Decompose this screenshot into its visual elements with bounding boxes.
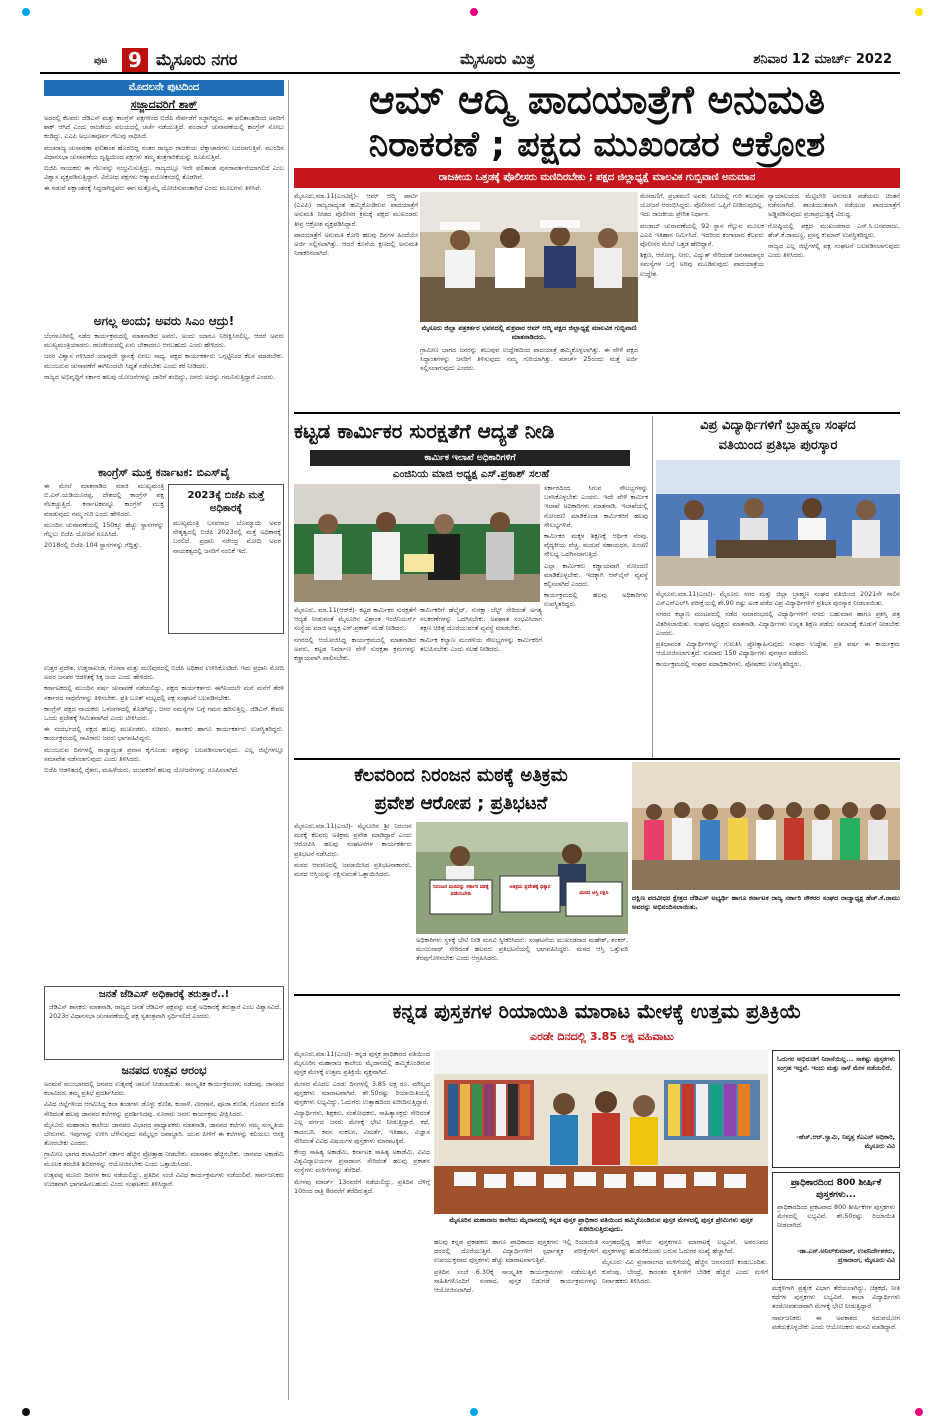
felicitation-photo [632,762,900,890]
lead-body-col2: ಮೇವಾಣಿಗೆ, ಪ್ರಭಾಮಣಿ ಅವರು ಸಿಟಿಯಲ್ಲಿ ಗುರಿ ತಲುಪುವ ಯೋಜನೆ ಆರಂಭಿಸಿದ್ದರು. ಪೊಲೀಸರು ಒಪ್ಪಿಗೆ ನೀಡಿರುವುದಿಲ್ಲ. ಇದು ರಾಜಕೀಯ ಪ್ರೇರಿತ ನಿರ್ಧಾರ. ಪಂಜಾಬ್ ಚುನಾವಣೆಯಲ್ಲಿ 92 ಸ್ಥಾನ ಗೆಲ್ಲುವ ಮೂಲಕ ಎಎಪಿ ಇತಿಹಾಸ ನಿರ್ಮಿಸಿದೆ. ಇದರಿಂದ ಕಂಗಾಲಾದ ಕೆಲವರು ಪೊಲೀಸರ ಮೇಲೆ ಒತ್ತಡ ಹೇರಿದ್ದಾರೆ. ಶಿಕ್ಷಣ, ಆರೋಗ್ಯ, ನೀರು, ವಿದ್ಯುತ್ ಸೇರಿದಂತೆ ಜನಸಾಮಾನ್ಯರ ಸಮಸ್ಯೆಗಳ ಬಗ್ಗೆ ಅರಿವು ಮೂಡಿಸುವುದು ಪಾದಯಾತ್ರೆಯ ಉದ್ದೇಶ. [640,192,764,278]
page-number: 9 [122,48,148,72]
registration-mark-black [22,1408,30,1416]
books-quote-text: ಓದುಗರ ಅಭಿರುಚಿಗೆ ನಿರಾಸೆಯಿಲ್ಲ... ಸಾಕಷ್ಟು ಪುಸ್ತಕಗಳು ಸಂಗ್ರಹ ಇದ್ದವೆ. ಇಂದು ಮತ್ತು ನಾಳೆ ಮೇಳ ನಡೆಯಲಿದೆ. [777,1055,895,1073]
lead-subhead: ರಾಜಕೀಯ ಒತ್ತಡಕ್ಕೆ ಪೊಲೀಸರು ಮಣಿದಿರಬೇಕು ; ಪಕ್ಷದ ಜಿಲ್ಲಾಧ್ಯಕ್ಷೆ ಮಾಲವಿಕ ಗುಬ್ಬಿವಾಣಿ ಅನುಮಾನ [294,168,900,188]
page-label: ಪುಟ [94,56,108,66]
books-body-col2: ಹಲವು ಕನ್ನಡ ಪ್ರಕಾಶಕರು ಹಾಗೂ ಪ್ರಾಧಿಕಾರದ ಪುಸ್ತಕಗಳು ಇಲ್ಲಿ ರಿಯಾಯಿತಿ ದರದಲ್ಲಿ ದೊರೆಯುತ್ತಿವೆ. ವಿದ್ಯಾರ್ಥಿಗಳಿಗೆ ಸ್ಪರ್ಧಾತ್ಮಕ ಪರೀಕ್ಷೆಗಳಿಗೆ ಉಪಯುಕ್ತವಾದ ಪುಸ್ತಕಗಳು ಹೆಚ್ಚು ಮಾರಾಟವಾಗುತ್ತಿವೆ. ಪ್ರತಿದಿನ ಸಂಜೆ 6.30ಕ್ಕೆ ಸಾಂಸ್ಕೃತಿಕ ಕಾರ್ಯಕ್ರಮಗಳು ನಡೆಯುತ್ತಿವೆ. ಸಾಹಿತಿಗಳೊಂದಿಗೆ ಸಂವಾದ, ಪುಸ್ತಕ ಬಿಡುಗಡೆ ಕಾರ್ಯಕ್ರಮಗಳನ್ನು ಆಯೋಜಿಸಲಾಗಿದೆ. [434,1238,598,1295]
highlight-box-body: ಮುಖ್ಯಮಂತ್ರಿ ಬಸವರಾಜ ಬೊಮ್ಮಾಯಿ ಅವರ ನೇತೃತ್ವದಲ್ಲಿ ಬಿಜೆಪಿ 2023ರಲ್ಲಿ ಮತ್ತೆ ಅಧಿಕಾರಕ್ಕೆ ಬರಲಿದೆ. ಪ್ರಧಾನಿ ನರೇಂದ್ರ ಮೋದಿ ಅವರ ನಾಯಕತ್ವದಲ್ಲಿ ಜನರಿಗೆ ನಂಬಿಕೆ ಇದೆ. [173,519,281,555]
placard-1: ನಿರಂಜನ ಮಠವನ್ನು ಸರ್ಕಾರ ವಶಕ್ಕೆ ಪಡೆಯಬೇಕು [433,884,489,897]
mutt-body-col2: ಅಧಿಕಾರಿಗಳು ಸ್ಥಳಕ್ಕೆ ಭೇಟಿ ನೀಡಿ ಮನವಿ ಸ್ವೀಕರಿಸಿದರು. ಸಂಘಟನೆಯ ಮುಖಂಡರಾದ ಮಹೇಶ್, ಶಂಕರ್, ಮಂಜುನಾಥ್ ಸೇರಿದಂತೆ ಹಲವರು ಪ್ರತಿಭಟನೆಯಲ್ಲಿ ಭಾಗವಹಿಸಿದ್ದರು. ಮಠದ ಆಸ್ತಿ ಒತ್ತುವರಿ ತೆರವುಗೊಳಿಸಬೇಕು ಎಂದು ಆಗ್ರಹಿಸಿದರು. [416,936,628,963]
section-rule-1 [294,412,900,414]
registration-mark-magenta [470,8,478,16]
workers-body-col3: ಸರ್ಕಾರದಿಂದ ಸಿಗುವ ಸೌಲಭ್ಯಗಳನ್ನು ಬಳಸಿಕೊಳ್ಳಬೇಕು ಎಂದರು. ಇದೇ ವೇಳೆ ಕಾರ್ಮಿಕ ಇಲಾಖೆ ಅಧಿಕಾರಿಗಳು ಮಾತನಾಡಿ, ಇಲಾಖೆಯಲ್ಲಿ ನೋಂದಣಿ ಮಾಡಿಕೊಂಡ ಕಾರ್ಮಿಕರಿಗೆ ಹಲವು ಸೌಲಭ್ಯಗಳಿವೆ. ಕಾರ್ಮಿಕರ ಮಕ್ಕಳ ಶಿಕ್ಷಣಕ್ಕೆ ಆರ್ಥಿಕ ನೆರವು, ವೈದ್ಯಕೀಯ ವೆಚ್ಚ, ಮದುವೆ ಸಹಾಯಧನ, ಪಿಂಚಣಿ ಸೌಲಭ್ಯ ಒದಗಿಸಲಾಗುತ್ತಿದೆ. ಎಲ್ಲಾ ಕಾರ್ಮಿಕರು ಕಡ್ಡಾಯವಾಗಿ ನೋಂದಣಿ ಮಾಡಿಕೊಳ್ಳಬೇಕು. ಇದಕ್ಕಾಗಿ ಆನ್‌ಲೈನ್ ವ್ಯವಸ್ಥೆ ಕಲ್ಪಿಸಲಾಗಿದೆ ಎಂದರು. ಕಾರ್ಯಕ್ರಮದಲ್ಲಿ ಹಲವು ಅಧಿಕಾರಿಗಳು ಉಪಸ್ಥಿತರಿದ್ದರು. [544,484,648,609]
placard-2: ಅತಿಕ್ರಮ ಪ್ರವೇಶಕ್ಕೆ ಧಿಕ್ಕಾರ [509,884,551,890]
registration-mark-yellow [915,8,923,16]
brahmin-body: ಮೈಸೂರು,ಮಾ.11(ಎಂಟಿ)- ಮೈಸೂರು ನಗರ ಮತ್ತು ಜಿಲ್ಲಾ ಬ್ರಾಹ್ಮಣ ಸಂಘದ ವತಿಯಿಂದ 2021ನೇ ಸಾಲಿನ ಎಸ್‌ಎಸ್‌ಎಲ್‌ಸಿ ಪರೀಕ್ಷೆಯಲ್ಲಿ ಶೇ.90 ರಷ್ಟು ಅಂಕ ಪಡೆದ ವಿಪ್ರ ವಿದ್ಯಾರ್ಥಿಗಳಿಗೆ ಪ್ರತಿಭಾ ಪುರಸ್ಕಾರ ನೀಡಲಾಯಿತು. ನಗರದ ಕಲ್ಯಾಣ ಮಂಟಪದಲ್ಲಿ ನಡೆದ ಸಮಾರಂಭದಲ್ಲಿ ವಿದ್ಯಾರ್ಥಿಗಳಿಗೆ ನಗದು ಬಹುಮಾನ ಹಾಗೂ ಪ್ರಶಸ್ತಿ ಪತ್ರ ವಿತರಿಸಲಾಯಿತು. ಸಂಘದ ಅಧ್ಯಕ್ಷರು ಮಾತನಾಡಿ, ವಿದ್ಯಾರ್ಥಿಗಳು ಉನ್ನತ ಶಿಕ್ಷಣ ಪಡೆದು ಸಮಾಜಕ್ಕೆ ಕೊಡುಗೆ ನೀಡಬೇಕು ಎಂದರು. ಪ್ರತಿಭಾವಂತ ವಿದ್ಯಾರ್ಥಿಗಳನ್ನು ಗುರುತಿಸಿ ಪ್ರೋತ್ಸಾಹಿಸುವುದು ಸಂಘದ ಉದ್ದೇಶ. ಪ್ರತಿ ವರ್ಷ ಈ ಕಾರ್ಯಕ್ರಮ ಆಯೋಜಿಸಲಾಗುತ್ತದೆ. ಸುಮಾರು 150 ವಿದ್ಯಾರ್ಥಿಗಳು ಪುರಸ್ಕಾರ ಪಡೆದರು. ಕಾರ್ಯಕ್ರಮದಲ್ಲಿ ಸಂಘದ ಪದಾಧಿಕಾರಿಗಳು, ಪೋಷಕರು ಉಪಸ್ಥಿತರಿದ್ದರು. [656,590,900,669]
mutt-headline-line2: ಪ್ರವೇಶ ಆರೋಪ ; ಪ್ರತಿಭಟನೆ [374,793,548,814]
paper-name: ಮೈಸೂರು ಮಿತ್ರ [460,50,535,68]
story3-headline: ಕಾಂಗ್ರೆಸ್ ಮುಕ್ತ ಕರ್ನಾಟಕ: ಬಿಎಸ್‌ವೈ [98,466,230,479]
section-rule-2 [294,758,900,760]
highlight-box-headline: 2023ಕ್ಕೆ ಬಿಜೆಪಿ ಮತ್ತೆ ಅಧಿಕಾರಕ್ಕೆ [187,490,265,514]
workers-headline: ಕಟ್ಟಡ ಕಾರ್ಮಿಕರ ಸುರಕ್ಷತೆಗೆ ಆದ್ಯತೆ ನೀಡಿ [294,419,555,443]
felicitation-caption: ದಕ್ಷಿಣ ಪದವೀಧರ ಕ್ಷೇತ್ರದ ಜೆಡಿಎಸ್ ಅಭ್ಯರ್ಥಿ ಹಾಗೂ ಕರ್ನಾಟಕ ರಾಜ್ಯ ಸರ್ಕಾರಿ ನೌಕರರ ಸಂಘದ ರಾಜ್ಯಾಧ್ಯಕ್ಷ ಹೆಚ್.ಕೆ.ರಾಮು ಅವರನ್ನು ಅಭಿನಂದಿಸಲಾಯಿತು. [632,894,900,911]
story5-headline: ಜನಪದ ಉತ್ಸವ ಆರಂಭ [121,1064,207,1077]
registration-mark-cyan [22,8,30,16]
brahmin-photo [656,460,900,586]
workers-subhead: ಎಂಜಿನಿಯ ಮಾಜಿ ಅಧ್ಯಕ್ಷ ಎಸ್.ಪ್ರಕಾಶ್ ಸಲಹೆ [392,468,550,480]
mutt-photo [416,822,628,934]
mutt-headline-line1: ಕೆಲವರಿಂದ ನಿರಂಜನ ಮಠಕ್ಕೆ ಅತಿಕ್ರಮ [354,765,568,786]
mutt-dateline: ಮೈಸೂರು,ಮಾ.11(ಎಂಟಿ)- ಮೈಸೂರಿನ ಶ್ರೀ ನಿರಂಜನ ಮಠಕ್ಕೆ ಕೆಲವರು ಅತಿಕ್ರಮ ಪ್ರವೇಶ ಮಾಡಿದ್ದಾರೆ ಎಂದು ಆರೋಪಿಸಿ ಹಲವು ಸಂಘಟನೆಗಳ ಕಾರ್ಯಕರ್ತರು ಪ್ರತಿಭಟನೆ ನಡೆಸಿದರು. [294,822,412,858]
books-body-col3: ಸಂಗ್ರಹದಲ್ಲಿದ್ದ ಹಳೆಯ ಪುಸ್ತಕಗಳೂ ಮಾರಾಟಕ್ಕೆ ಲಭ್ಯವಿವೆ. ಅಪರೂಪದ ಪುಸ್ತಕಗಳನ್ನು ಹುಡುಕಿಕೊಂಡು ಬರುವ ಓದುಗರ ಸಂಖ್ಯೆ ಹೆಚ್ಚಾಗಿದೆ. ಮೈಸೂರು ವಿವಿ ಪ್ರಸಾರಾಂಗದ ಮಳಿಗೆಯಲ್ಲಿ ಹೆಚ್ಚಿನ ಜನಸಂದಣಿ ಕಂಡುಬಂದಿತು. ಕುವೆಂಪು, ಬೇಂದ್ರೆ, ಕಾರಂತರ ಕೃತಿಗಳಿಗೆ ಬೇಡಿಕೆ ಹೆಚ್ಚಿದೆ ಎಂದು ಮಳಿಗೆ ನಿರ್ವಾಹಕರು ತಿಳಿಸಿದರು. [602,1238,768,1285]
placard-3: ಮಠದ ಆಸ್ತಿ ರಕ್ಷಿಸಿ [579,890,609,896]
lead-dateline: ಮೈಸೂರು,ಮಾ.11(ಎಂಟಿವೈ)- ಆಮ್ ಆದ್ಮಿ ಪಾರ್ಟಿ (ಎಎಪಿ) ರಾಜ್ಯದಾದ್ಯಂತ ಹಮ್ಮಿಕೊಂಡಿರುವ ಪಾದಯಾತ್ರೆಗೆ ಅನುಮತಿ ನೀಡದ ಪೊಲೀಸರ ಕ್ರಮಕ್ಕೆ ಪಕ್ಷದ ಮುಖಂಡರು ತೀವ್ರ ಆಕ್ರೋಶ ವ್ಯಕ್ತಪಡಿಸಿದ್ದಾರೆ. [294,192,418,228]
lead-body-col3: ನ್ಯಾಯಾಲಯದ ಮೆಟ್ಟಿಲೇರಿ ಅನುಮತಿ ಪಡೆಯಲು ಚಿಂತನೆ ನಡೆಸಲಾಗಿದೆ. ಶಾಂತಿಯುತವಾಗಿ ನಡೆಯುವ ಪಾದಯಾತ್ರೆಗೆ ಅಡ್ಡಿಪಡಿಸುವುದು ಪ್ರಜಾಪ್ರಭುತ್ವಕ್ಕೆ ವಿರುದ್ಧ. ಗೋಷ್ಠಿಯಲ್ಲಿ ಪಕ್ಷದ ಮುಖಂಡರಾದ ಎಸ್.ಸಿ.ಬಸವರಾಜು, ಹೆಚ್.ಕೆ.ರಾಮಣ್ಣ, ಪ್ರಸನ್ನ ಕುಮಾರ್ ಉಪಸ್ಥಿತರಿದ್ದರು. ರಾಜ್ಯದ ಎಲ್ಲ ಜಿಲ್ಲೆಗಳಲ್ಲಿ ಪಕ್ಷ ಸಂಘಟನೆ ಬಲಪಡಿಸಲಾಗುವುದು ಎಂದು ತಿಳಿಸಿದರು. [768,192,900,260]
books-side-box [772,1172,900,1280]
story2-body: ಬೆಂಗಳೂರಿನಲ್ಲಿ ನಡೆದ ಕಾರ್ಯಕ್ರಮದಲ್ಲಿ ಮಾತನಾಡಿದ ಅವರು, ಅಂದು ಯಾರೂ ನಿರೀಕ್ಷಿಸಿರಲಿಲ್ಲ, ಆದರೆ ಅವರು ಮುಖ್ಯಮಂತ್ರಿಯಾದರು. ರಾಜಕೀಯದಲ್ಲಿ ಏನು ಬೇಕಾದರೂ ಆಗಬಹುದು ಎಂದು ಹೇಳಿದರು. ಜನರ ವಿಶ್ವಾಸ ಗಳಿಸಿದರೆ ಯಾವುದೇ ಸ್ಥಾನಕ್ಕೆ ಏರಲು ಸಾಧ್ಯ. ಪಕ್ಷದ ಕಾರ್ಯಕರ್ತರು ಒಗ್ಗಟ್ಟಿನಿಂದ ಕೆಲಸ ಮಾಡಬೇಕು. ಮುಂಬರುವ ಚುನಾವಣೆಗೆ ಈಗಿನಿಂದಲೇ ಸಿದ್ಧತೆ ನಡೆಸಬೇಕು ಎಂದು ಕರೆ ನೀಡಿದರು. ರಾಜ್ಯದ ಅಭಿವೃದ್ಧಿಗೆ ಸರ್ಕಾರ ಹಲವು ಯೋಜನೆಗಳನ್ನು ಜಾರಿಗೆ ತಂದಿದ್ದು, ಜನರು ಅದನ್ನು ಗಮನಿಸುತ್ತಿದ್ದಾರೆ ಎಂದರು. [44,332,284,381]
masthead [40,48,900,74]
story1-body: ಅದರಲ್ಲಿ ಕೆಲವರು ಜೆಡಿಎಸ್ ಮತ್ತು ಕಾಂಗ್ರೆಸ್ ಪಕ್ಷಗಳಿಂದ ಬಿಜೆಪಿ ಸೇರ್ಪಡೆಗೆ ಸಜ್ಜಾಗಿದ್ದರು. ಈ ಫಲಿತಾಂಶದಿಂದ ಅವರಿಗೆ ಶಾಕ್ ಆಗಿದೆ ಎಂದು ರಾಜಕೀಯ ವಲಯದಲ್ಲಿ ಚರ್ಚೆ ನಡೆಯುತ್ತಿದೆ. ಪಂಜಾಬ್ ಚುನಾವಣೆಯಲ್ಲಿ ಕಾಂಗ್ರೆಸ್ ಸೋಲು ಕಂಡಿದ್ದು, ಎಎಪಿ ಅಭೂತಪೂರ್ವ ಗೆಲುವು ಸಾಧಿಸಿದೆ. ಪಂಚರಾಜ್ಯ ಚುನಾವಣಾ ಫಲಿತಾಂಶ ಹೊರಬಿದ್ದ ನಂತರ ರಾಜ್ಯದ ರಾಜಕೀಯ ಲೆಕ್ಕಾಚಾರಗಳು ಬದಲಾಗುತ್ತಿವೆ. ಮುಂದಿನ ವಿಧಾನಸಭಾ ಚುನಾವಣೆಯ ದೃಷ್ಟಿಯಿಂದ ಪಕ್ಷಗಳು ತಮ್ಮ ತಂತ್ರಗಾರಿಕೆಯನ್ನು ರೂಪಿಸುತ್ತಿವೆ. ಬಿಜೆಪಿ ನಾಯಕರು ಈ ಗೆಲುವನ್ನು ಸಂಭ್ರಮಿಸುತ್ತಿದ್ದು, ರಾಜ್ಯದಲ್ಲೂ ಇದೇ ಫಲಿತಾಂಶ ಪುನರಾವರ್ತನೆಯಾಗಲಿದೆ ಎಂಬ ವಿಶ್ವಾಸ ವ್ಯಕ್ತಪಡಿಸುತ್ತಿದ್ದಾರೆ. ವಿರೋಧ ಪಕ್ಷಗಳು ಆತ್ಮಾವಲೋಕನದಲ್ಲಿ ತೊಡಗಿವೆ. ಈ ನಡುವೆ ಪಕ್ಷಾಂತರಕ್ಕೆ ಸಿದ್ಧರಾಗಿದ್ದವರು ಈಗ ಮತ್ತೊಮ್ಮೆ ಯೋಚಿಸುವಂತಾಗಿದೆ ಎಂದು ಮೂಲಗಳು ತಿಳಿಸಿವೆ. [44,114,284,193]
books-subhead: ಎರಡೇ ದಿನದಲ್ಲಿ 3.85 ಲಕ್ಷ ವಹಿವಾಟು [530,1030,674,1043]
story4-body: ಜೆಡಿಎಸ್ ಶಾಸಕರು ಮಾತನಾಡಿ, ರಾಜ್ಯದ ಜನತೆ ಜೆಡಿಎಸ್ ಪಕ್ಷವನ್ನು ಮತ್ತೆ ಅಧಿಕಾರಕ್ಕೆ ತರುತ್ತಾರೆ ಎಂಬ ವಿಶ್ವಾಸವಿದೆ. 2023ರ ವಿಧಾನಸಭಾ ಚುನಾವಣೆಯಲ್ಲಿ ಪಕ್ಷ ಸ್ವತಂತ್ರವಾಗಿ ಸ್ಪರ್ಧಿಸಲಿದೆ ಎಂದರು. [49,1003,281,1021]
lead-photo-caption: ಮೈಸೂರು ಜಿಲ್ಲಾ ಪತ್ರಕರ್ತರ ಭವನದಲ್ಲಿ ಶುಕ್ರವಾರ ಆಮ್ ಆದ್ಮಿ ಪಕ್ಷದ ಜಿಲ್ಲಾಧ್ಯಕ್ಷೆ ಮಾಲವಿಕ ಗುಬ್ಬಿವಾಣಿ ಮಾತನಾಡಿದರು. [421,324,637,341]
books-side-body: ಪ್ರಾಧಿಕಾರದಿಂದ ಪ್ರಕಟವಾದ 800 ಶೀರ್ಷಿಕೆಗಳ ಪುಸ್ತಕಗಳು ಮೇಳದಲ್ಲಿ ಲಭ್ಯವಿವೆ. ಶೇ.50ರಷ್ಟು ರಿಯಾಯಿತಿ ನೀಡಲಾಗಿದೆ. [777,1203,895,1230]
registration-mark-cyan-bottom [470,1408,478,1416]
story5-body: ಅರಮನೆ ಮುಂಭಾಗದಲ್ಲಿ ಜನಪದ ಉತ್ಸವಕ್ಕೆ ಚಾಲನೆ ನೀಡಲಾಯಿತು. ಸಾಂಸ್ಕೃತಿಕ ಕಾರ್ಯಕ್ರಮಗಳು ನಡೆದವು. ಜಾನಪದ ಕಲಾವಿದರು ತಮ್ಮ ಪ್ರತಿಭೆ ಪ್ರದರ್ಶಿಸಿದರು. ವಿವಿಧ ಜಿಲ್ಲೆಗಳಿಂದ ಆಗಮಿಸಿದ್ದ ಕಲಾ ತಂಡಗಳು ಡೊಳ್ಳು ಕುಣಿತ, ಕಂಸಾಳೆ, ವೀರಗಾಸೆ, ಪೂಜಾ ಕುಣಿತ, ಗೊರವರ ಕುಣಿತ ಸೇರಿದಂತೆ ಹಲವು ಜಾನಪದ ಕಲೆಗಳನ್ನು ಪ್ರದರ್ಶಿಸಿದವು. ನೂರಾರು ಜನರು ಕಾರ್ಯಕ್ರಮ ವೀಕ್ಷಿಸಿದರು. ಮೈಸೂರು ಮಹಾರಾಜ ಕಾಲೇಜು ಜಾನಪದ ವಿಭಾಗದ ಪ್ರಾಧ್ಯಾಪಕರು ಮಾತನಾಡಿ, ಜಾನಪದ ಕಲೆಗಳು ನಮ್ಮ ಸಂಸ್ಕೃತಿಯ ಬೇರುಗಳು. ಇವುಗಳನ್ನು ಉಳಿಸಿ ಬೆಳೆಸುವುದು ನಮ್ಮೆಲ್ಲರ ಜವಾಬ್ದಾರಿ. ಯುವ ಪೀಳಿಗೆ ಈ ಕಲೆಗಳನ್ನು ಕಲಿಯಲು ಆಸಕ್ತಿ ತೋರಬೇಕು ಎಂದರು. ಗ್ರಾಮೀಣ ಭಾಗದ ಕಲಾವಿದರಿಗೆ ಸರ್ಕಾರ ಹೆಚ್ಚಿನ ಪ್ರೋತ್ಸಾಹ ನೀಡಬೇಕು. ಮಾಸಾಶನ ಹೆಚ್ಚಿಸಬೇಕು. ಜಾನಪದ ಅಕಾಡೆಮಿ ಮೂಲಕ ತರಬೇತಿ ಶಿಬಿರಗಳನ್ನು ಆಯೋಜಿಸಬೇಕು ಎಂದು ಒತ್ತಾಯಿಸಿದರು. ಉತ್ಸವವು ಮೂರು ದಿನಗಳ ಕಾಲ ನಡೆಯಲಿದ್ದು, ಪ್ರತಿದಿನ ಸಂಜೆ ವಿವಿಧ ಕಾರ್ಯಕ್ರಮಗಳು ನಡೆಯಲಿವೆ. ಸಾರ್ವಜನಿಕರು ಉಚಿತವಾಗಿ ಭಾಗವಹಿಸಬಹುದು ಎಂದು ಸಂಘಟಕರು ತಿಳಿಸಿದ್ದಾರೆ. [44,1080,284,1189]
column-divider-2 [652,416,653,758]
books-headline: ಕನ್ನಡ ಪುಸ್ತಕಗಳ ರಿಯಾಯಿತಿ ಮಾರಾಟ ಮೇಳಕ್ಕೆ ಉತ್ತಮ ಪ್ರತಿಕ್ರಿಯೆ [392,1000,802,1023]
lead-headline-line1: ಆಮ್ ಆದ್ಮಿ ಪಾದಯಾತ್ರೆಗೆ ಅನುಮತಿ [368,78,825,123]
books-photo-caption: ಮೈಸೂರಿನ ಮಹಾರಾಜ ಕಾಲೇಜು ಮೈದಾನದಲ್ಲಿ ಕನ್ನಡ ಪುಸ್ತಕ ಪ್ರಾಧಿಕಾರ ವತಿಯಿಂದ ಹಮ್ಮಿಕೊಂಡಿರುವ ಪುಸ್ತಕ ಮೇಳದಲ್ಲಿ ಪುಸ್ತಕ ಪ್ರೇಮಿಗಳು ಪುಸ್ತಕ ಖರೀದಿಸುತ್ತಿರುವುದು. [449,1216,753,1233]
books-quote-box [772,1050,900,1168]
story1-headline: ಸಜ್ಜಾದವರಿಗೆ ಶಾಕ್ [130,98,198,111]
story3-body: ಈ ಮೇಲೆ ಮಾತನಾಡಿದ ಮಾಜಿ ಮುಖ್ಯಮಂತ್ರಿ ಬಿ.ಎಸ್.ಯಡಿಯೂರಪ್ಪ, ದೇಶದಲ್ಲಿ ಕಾಂಗ್ರೆಸ್ ಪಕ್ಷ ನೆಲಕಚ್ಚುತ್ತಿದೆ. ಕರ್ನಾಟಕವನ್ನೂ ಕಾಂಗ್ರೆಸ್ ಮುಕ್ತ ಮಾಡುವುದು ನಮ್ಮ ಗುರಿ ಎಂದು ಹೇಳಿದರು. ಮುಂದಿನ ಚುನಾವಣೆಯಲ್ಲಿ 150ಕ್ಕೂ ಹೆಚ್ಚು ಸ್ಥಾನಗಳನ್ನು ಗೆಲ್ಲಲು ಬಿಜೆಪಿ ಯೋಜನೆ ರೂಪಿಸಿದೆ. 2018ರಲ್ಲಿ ಬಿಜೆಪಿ 104 ಸ್ಥಾನಗಳನ್ನು ಗೆದ್ದಿತ್ತು. [44,482,164,550]
story4-headline: ಜನತೆ ಜೆಡಿಎಸ್ ಅಧಿಕಾರಕ್ಕೆ ತರುತ್ತಾರೆ..! [98,989,230,1000]
highlight-box [168,484,284,634]
books-quote-attrib: -ಹೆಚ್.ಆರ್.ಸ್ವಾಮಿ, ನಿವೃತ್ತ ಕೆಎಎಸ್ ಅಧಿಕಾರಿ, ಮೈಸೂರು ವಿವಿ [796,1133,895,1151]
registration-mark-magenta-bottom [915,1408,923,1416]
story3-body-cont: ಉತ್ತರ ಪ್ರದೇಶ, ಉತ್ತರಾಖಂಡ, ಗೋವಾ ಮತ್ತು ಮಣಿಪುರದಲ್ಲಿ ಬಿಜೆಪಿ ಅಧಿಕಾರ ಉಳಿಸಿಕೊಂಡಿದೆ. ಇದು ಪ್ರಧಾನಿ ಮೋದಿ ಅವರ ಜನಪರ ಆಡಳಿತಕ್ಕೆ ಸಿಕ್ಕ ಜಯ ಎಂದು ಹೇಳಿದರು. ಕರ್ನಾಟಕದಲ್ಲಿ ಮುಂದಿನ ವರ್ಷ ಚುನಾವಣೆ ನಡೆಯಲಿದ್ದು, ಪಕ್ಷದ ಕಾರ್ಯಕರ್ತರು ಈಗಿನಿಂದಲೇ ಮನೆ ಮನೆಗೆ ತೆರಳಿ ಸರ್ಕಾರದ ಸಾಧನೆಗಳನ್ನು ತಿಳಿಸಬೇಕು. ಪ್ರತಿ ಬೂತ್ ಮಟ್ಟದಲ್ಲಿ ಪಕ್ಷ ಸಂಘಟನೆ ಬಲಪಡಿಸಬೇಕು. ಕಾಂಗ್ರೆಸ್ ಪಕ್ಷದ ನಾಯಕರು ಒಳಜಗಳದಲ್ಲಿ ತೊಡಗಿದ್ದು, ಜನರ ಸಮಸ್ಯೆಗಳ ಬಗ್ಗೆ ಗಮನ ಹರಿಸುತ್ತಿಲ್ಲ. ಜೆಡಿಎಸ್ ಕೇವಲ ಒಂದು ಪ್ರದೇಶಕ್ಕೆ ಸೀಮಿತವಾಗಿದೆ ಎಂದು ಟೀಕಿಸಿದರು. ಈ ಸಂದರ್ಭದಲ್ಲಿ ಪಕ್ಷದ ಹಲವು ಮುಖಂಡರು, ಸಚಿವರು, ಶಾಸಕರು ಹಾಗೂ ಕಾರ್ಯಕರ್ತರು ಉಪಸ್ಥಿತರಿದ್ದರು. ಕಾರ್ಯಕ್ರಮದಲ್ಲಿ ಸಾವಿರಾರು ಜನರು ಭಾಗವಹಿಸಿದ್ದರು. ಮುಂಬರುವ ದಿನಗಳಲ್ಲಿ ರಾಜ್ಯಾದ್ಯಂತ ಪ್ರವಾಸ ಕೈಗೊಂಡು ಪಕ್ಷವನ್ನು ಬಲಪಡಿಸಲಾಗುವುದು. ಎಲ್ಲ ಜಿಲ್ಲೆಗಳಲ್ಲೂ ಸಮಾವೇಶ ನಡೆಸಲಾಗುವುದು ಎಂದು ತಿಳಿಸಿದರು. ಬಿಜೆಪಿ ಆಡಳಿತದಲ್ಲಿ ರೈತರು, ಮಹಿಳೆಯರು, ಯುವಕರಿಗೆ ಹಲವು ಯೋಜನೆಗಳನ್ನು ರೂಪಿಸಲಾಗಿದೆ. [44,664,284,775]
books-body-col1: ಮೈಸೂರು,ಮಾ.11(ಎಂಟಿ)- ಕನ್ನಡ ಪುಸ್ತಕ ಪ್ರಾಧಿಕಾರದ ವತಿಯಿಂದ ಮೈಸೂರಿನ ಮಹಾರಾಜ ಕಾಲೇಜು ಮೈದಾನದಲ್ಲಿ ಹಮ್ಮಿಕೊಂಡಿರುವ ಪುಸ್ತಕ ಮೇಳಕ್ಕೆ ಉತ್ತಮ ಪ್ರತಿಕ್ರಿಯೆ ವ್ಯಕ್ತವಾಗಿದೆ. ಮೇಳದ ಮೊದಲ ಎರಡು ದಿನಗಳಲ್ಲಿ 3.85 ಲಕ್ಷ ರೂ. ಮೌಲ್ಯದ ಪುಸ್ತಕಗಳು ಮಾರಾಟವಾಗಿವೆ. ಶೇ.50ರಷ್ಟು ರಿಯಾಯಿತಿಯಲ್ಲಿ ಪುಸ್ತಕಗಳು ಲಭ್ಯವಿದ್ದು, ಓದುಗರು ಉತ್ಸಾಹದಿಂದ ಖರೀದಿಸುತ್ತಿದ್ದಾರೆ. ವಿದ್ಯಾರ್ಥಿಗಳು, ಶಿಕ್ಷಕರು, ಸಂಶೋಧಕರು, ಸಾಹಿತ್ಯಾಸಕ್ತರು ಸೇರಿದಂತೆ ಎಲ್ಲ ವರ್ಗದ ಜನರು ಮೇಳಕ್ಕೆ ಭೇಟಿ ನೀಡುತ್ತಿದ್ದಾರೆ. ಕಥೆ, ಕಾದಂಬರಿ, ಕವನ ಸಂಕಲನ, ವಿಮರ್ಶೆ, ಇತಿಹಾಸ, ವಿಜ್ಞಾನ ಸೇರಿದಂತೆ ವಿವಿಧ ವಿಷಯಗಳ ಪುಸ್ತಕಗಳು ಮಾರಾಟಕ್ಕಿವೆ. ಕೇಂದ್ರ ಸಾಹಿತ್ಯ ಅಕಾಡೆಮಿ, ಕರ್ನಾಟಕ ಸಾಹಿತ್ಯ ಅಕಾಡೆಮಿ, ವಿವಿಧ ವಿಶ್ವವಿದ್ಯಾಲಯಗಳ ಪ್ರಸಾರಾಂಗ ಸೇರಿದಂತೆ ಹಲವು ಪ್ರಕಾಶನ ಸಂಸ್ಥೆಗಳು ಮಳಿಗೆಗಳನ್ನು ತೆರೆದಿವೆ. ಮೇಳವು ಮಾರ್ಚ್ 13ರವರೆಗೆ ನಡೆಯಲಿದ್ದು, ಪ್ರತಿದಿನ ಬೆಳಿಗ್ಗೆ 10ರಿಂದ ರಾತ್ರಿ 8ರವರೆಗೆ ತೆರೆದಿರುತ್ತದೆ. [294,1050,430,1195]
brahmin-headline-line1: ವಿಪ್ರ ವಿದ್ಯಾರ್ಥಿಗಳಿಗೆ ಬ್ರಾಹ್ಮಣ ಸಂಘದ [700,418,856,433]
books-photo [434,1050,768,1214]
books-dateline: ಮೈಸೂರು,ಮಾ.11(ಎಂಟಿ)- ಕನ್ನಡ ಪುಸ್ತಕ ಪ್ರಾಧಿಕಾರದ ವತಿಯಿಂದ ಮೈಸೂರಿನ ಮಹಾರಾಜ ಕಾಲೇಜು ಮೈದಾನದಲ್ಲಿ ಹಮ್ಮಿಕೊಂಡಿರುವ ಪುಸ್ತಕ ಮೇಳಕ್ಕೆ ಉತ್ತಮ ಪ್ರತಿಕ್ರಿಯೆ ವ್ಯಕ್ತವಾಗಿದೆ. [294,1050,430,1077]
books-side-attrib: -ಡಾ.ಎಸ್.ಅನಿಲ್‌ಕುಮಾರ್, ಉಪನಿರ್ದೇಶಕರು, ಪ್ರಸಾರಾಂಗ, ಮೈಸೂರು ವಿವಿ [796,1247,895,1265]
continued-banner: ಮೊದಲನೇ ಪುಟದಿಂದ [44,80,284,96]
lead-body-col1: ಮೈಸೂರು,ಮಾ.11(ಎಂಟಿವೈ)- ಆಮ್ ಆದ್ಮಿ ಪಾರ್ಟಿ (ಎಎಪಿ) ರಾಜ್ಯದಾದ್ಯಂತ ಹಮ್ಮಿಕೊಂಡಿರುವ ಪಾದಯಾತ್ರೆಗೆ ಅನುಮತಿ ನೀಡದ ಪೊಲೀಸರ ಕ್ರಮಕ್ಕೆ ಪಕ್ಷದ ಮುಖಂಡರು ತೀವ್ರ ಆಕ್ರೋಶ ವ್ಯಕ್ತಪಡಿಸಿದ್ದಾರೆ. ಪಾದಯಾತ್ರೆಗೆ ಅನುಮತಿ ಕೋರಿ ಹಲವು ದಿನಗಳ ಹಿಂದೆಯೇ ಅರ್ಜಿ ಸಲ್ಲಿಸಲಾಗಿತ್ತು. ಆದರೆ ಕೊನೆಯ ಕ್ಷಣದಲ್ಲಿ ಅನುಮತಿ ನಿರಾಕರಿಸಲಾಗಿದೆ. [294,192,418,258]
lead-headline-line2: ನಿರಾಕರಣೆ ; ಪಕ್ಷದ ಮುಖಂಡರ ಆಕ್ರೋಶ [368,125,826,165]
story2-headline: ಅಗಲ್ಲ ಅಂದು; ಅವರು ಸಿಎಂ ಆದ್ರು! [93,314,235,328]
story4-box [44,986,284,1060]
issue-date: ಶನಿವಾರ 12 ಮಾರ್ಚ್ 2022 [753,52,892,67]
mutt-body-col1: ಮೈಸೂರು,ಮಾ.11(ಎಂಟಿ)- ಮೈಸೂರಿನ ಶ್ರೀ ನಿರಂಜನ ಮಠಕ್ಕೆ ಕೆಲವರು ಅತಿಕ್ರಮ ಪ್ರವೇಶ ಮಾಡಿದ್ದಾರೆ ಎಂದು ಆರೋಪಿಸಿ ಹಲವು ಸಂಘಟನೆಗಳ ಕಾರ್ಯಕರ್ತರು ಪ್ರತಿಭಟನೆ ನಡೆಸಿದರು. ಮಠದ ಆವರಣದಲ್ಲಿ ಜಮಾಯಿಸಿದ ಪ್ರತಿಭಟನಾಕಾರರು, ಮಠದ ಆಸ್ತಿಯನ್ನು ರಕ್ಷಿಸುವಂತೆ ಒತ್ತಾಯಿಸಿದರು. [294,822,412,879]
books-side-headline: ಪ್ರಾಧಿಕಾರದಿಂದ 800 ಶೀರ್ಷಿಕೆ ಪುಸ್ತಕಗಳು... [790,1178,882,1200]
workers-dateline: ಮೈಸೂರು, ಮಾ.11(ಆರ್‌ಕೆ)- ಕಟ್ಟಡ ಕಾರ್ಮಿಕರ ಸುರಕ್ಷತೆಗೆ ಆದ್ಯತೆ ನೀಡುವಂತೆ ಮೈಸೂರಿನ ವಿಶ್ರಾಂತ ಇಂಜಿನಿಯರ್ಸ್ ಸಂಸ್ಥೆಯ ಮಾಜಿ ಅಧ್ಯಕ್ಷ ಎಸ್.ಪ್ರಕಾಶ್ ಸಲಹೆ ನೀಡಿದರು. [294,606,416,633]
workers-kicker: ಕಾರ್ಮಿಕ ಇಲಾಖೆ ಅಧಿಕಾರಿಗಳಿಗೆ [310,450,630,466]
workers-body-col2: ಕಾರ್ಮಿಕರಿಗೆ ಹೆಲ್ಮೆಟ್, ಸುರಕ್ಷಾ ಬೆಲ್ಟ್ ಸೇರಿದಂತೆ ಅಗತ್ಯ ಸಲಕರಣೆಗಳನ್ನು ಒದಗಿಸಬೇಕು. ಅಪಘಾತ ಸಂಭವಿಸಿದಾಗ ತಕ್ಷಣ ಚಿಕಿತ್ಸೆ ದೊರೆಯುವಂತೆ ವ್ಯವಸ್ಥೆ ಮಾಡಬೇಕು. ಕಾರ್ಮಿಕ ಕಲ್ಯಾಣ ಮಂಡಳಿಯ ಸೌಲಭ್ಯಗಳನ್ನು ಕಾರ್ಮಿಕರಿಗೆ ತಲುಪಿಸಬೇಕು ಎಂದು ಸಲಹೆ ನೀಡಿದರು. [420,606,542,653]
column-divider [288,80,289,1400]
books-body-col4: ಮಕ್ಕಳಿಗಾಗಿ ಪ್ರತ್ಯೇಕ ವಿಭಾಗ ತೆರೆಯಲಾಗಿದ್ದು, ಚಿತ್ರಕಥೆ, ನೀತಿ ಕಥೆಗಳ ಪುಸ್ತಕಗಳು ಲಭ್ಯವಿವೆ. ಶಾಲಾ ವಿದ್ಯಾರ್ಥಿಗಳು ತಂಡೋಪತಂಡವಾಗಿ ಮೇಳಕ್ಕೆ ಭೇಟಿ ನೀಡುತ್ತಿದ್ದಾರೆ. ಸಾರ್ವಜನಿಕರು ಈ ಅವಕಾಶದ ಸದುಪಯೋಗ ಪಡೆದುಕೊಳ್ಳಬೇಕು ಎಂದು ಆಯೋಜಕರು ಮನವಿ ಮಾಡಿದ್ದಾರೆ. [772,1284,900,1331]
workers-photo [294,484,540,602]
lead-photo [420,192,638,322]
brahmin-dateline: ಮೈಸೂರು,ಮಾ.11(ಎಂಟಿ)- ಮೈಸೂರು ನಗರ ಮತ್ತು ಜಿಲ್ಲಾ ಬ್ರಾಹ್ಮಣ ಸಂಘದ ವತಿಯಿಂದ 2021ನೇ ಸಾಲಿನ ಎಸ್‌ಎಸ್‌ಎಲ್‌ಸಿ ಪರೀಕ್ಷೆಯಲ್ಲಿ ಶೇ.90 ರಷ್ಟು ಅಂಕ ಪಡೆದ ವಿಪ್ರ ವಿದ್ಯಾರ್ಥಿಗಳಿಗೆ ಪ್ರತಿಭಾ ಪುರಸ್ಕಾರ ನೀಡಲಾಯಿತು. [656,590,900,608]
section-title: ಮೈಸೂರು ನಗರ [156,50,238,69]
brahmin-headline-line2: ವತಿಯಿಂದ ಪ್ರತಿಭಾ ಪುರಸ್ಕಾರ [718,438,838,453]
lead-body-mid: ಗ್ರಾಮೀಣ ಭಾಗದ ಜನರನ್ನು ತಲುಪುವ ಉದ್ದೇಶದಿಂದ ಪಾದಯಾತ್ರೆ ಹಮ್ಮಿಕೊಳ್ಳಲಾಗಿತ್ತು. ಈ ವೇಳೆ ಪಕ್ಷದ ಸಿದ್ಧಾಂತಗಳನ್ನು ಜನರಿಗೆ ತಿಳಿಸುವುದು ನಮ್ಮ ಗುರಿಯಾಗಿತ್ತು. ಮಾರ್ಚ್ 25ರಂದು ಮತ್ತೆ ಅರ್ಜಿ ಸಲ್ಲಿಸಲಾಗುವುದು ಎಂದರು. [420,346,638,373]
workers-body-col1: ಮೈಸೂರು, ಮಾ.11(ಆರ್‌ಕೆ)- ಕಟ್ಟಡ ಕಾರ್ಮಿಕರ ಸುರಕ್ಷತೆಗೆ ಆದ್ಯತೆ ನೀಡುವಂತೆ ಮೈಸೂರಿನ ವಿಶ್ರಾಂತ ಇಂಜಿನಿಯರ್ಸ್ ಸಂಸ್ಥೆಯ ಮಾಜಿ ಅಧ್ಯಕ್ಷ ಎಸ್.ಪ್ರಕಾಶ್ ಸಲಹೆ ನೀಡಿದರು. ನಗರದಲ್ಲಿ ಆಯೋಜಿಸಿದ್ದ ಕಾರ್ಯಕ್ರಮದಲ್ಲಿ ಮಾತನಾಡಿದ ಅವರು, ಕಟ್ಟಡ ನಿರ್ಮಾಣ ವೇಳೆ ಸುರಕ್ಷತಾ ಕ್ರಮಗಳನ್ನು ಕಡ್ಡಾಯವಾಗಿ ಪಾಲಿಸಬೇಕು. [294,606,416,663]
